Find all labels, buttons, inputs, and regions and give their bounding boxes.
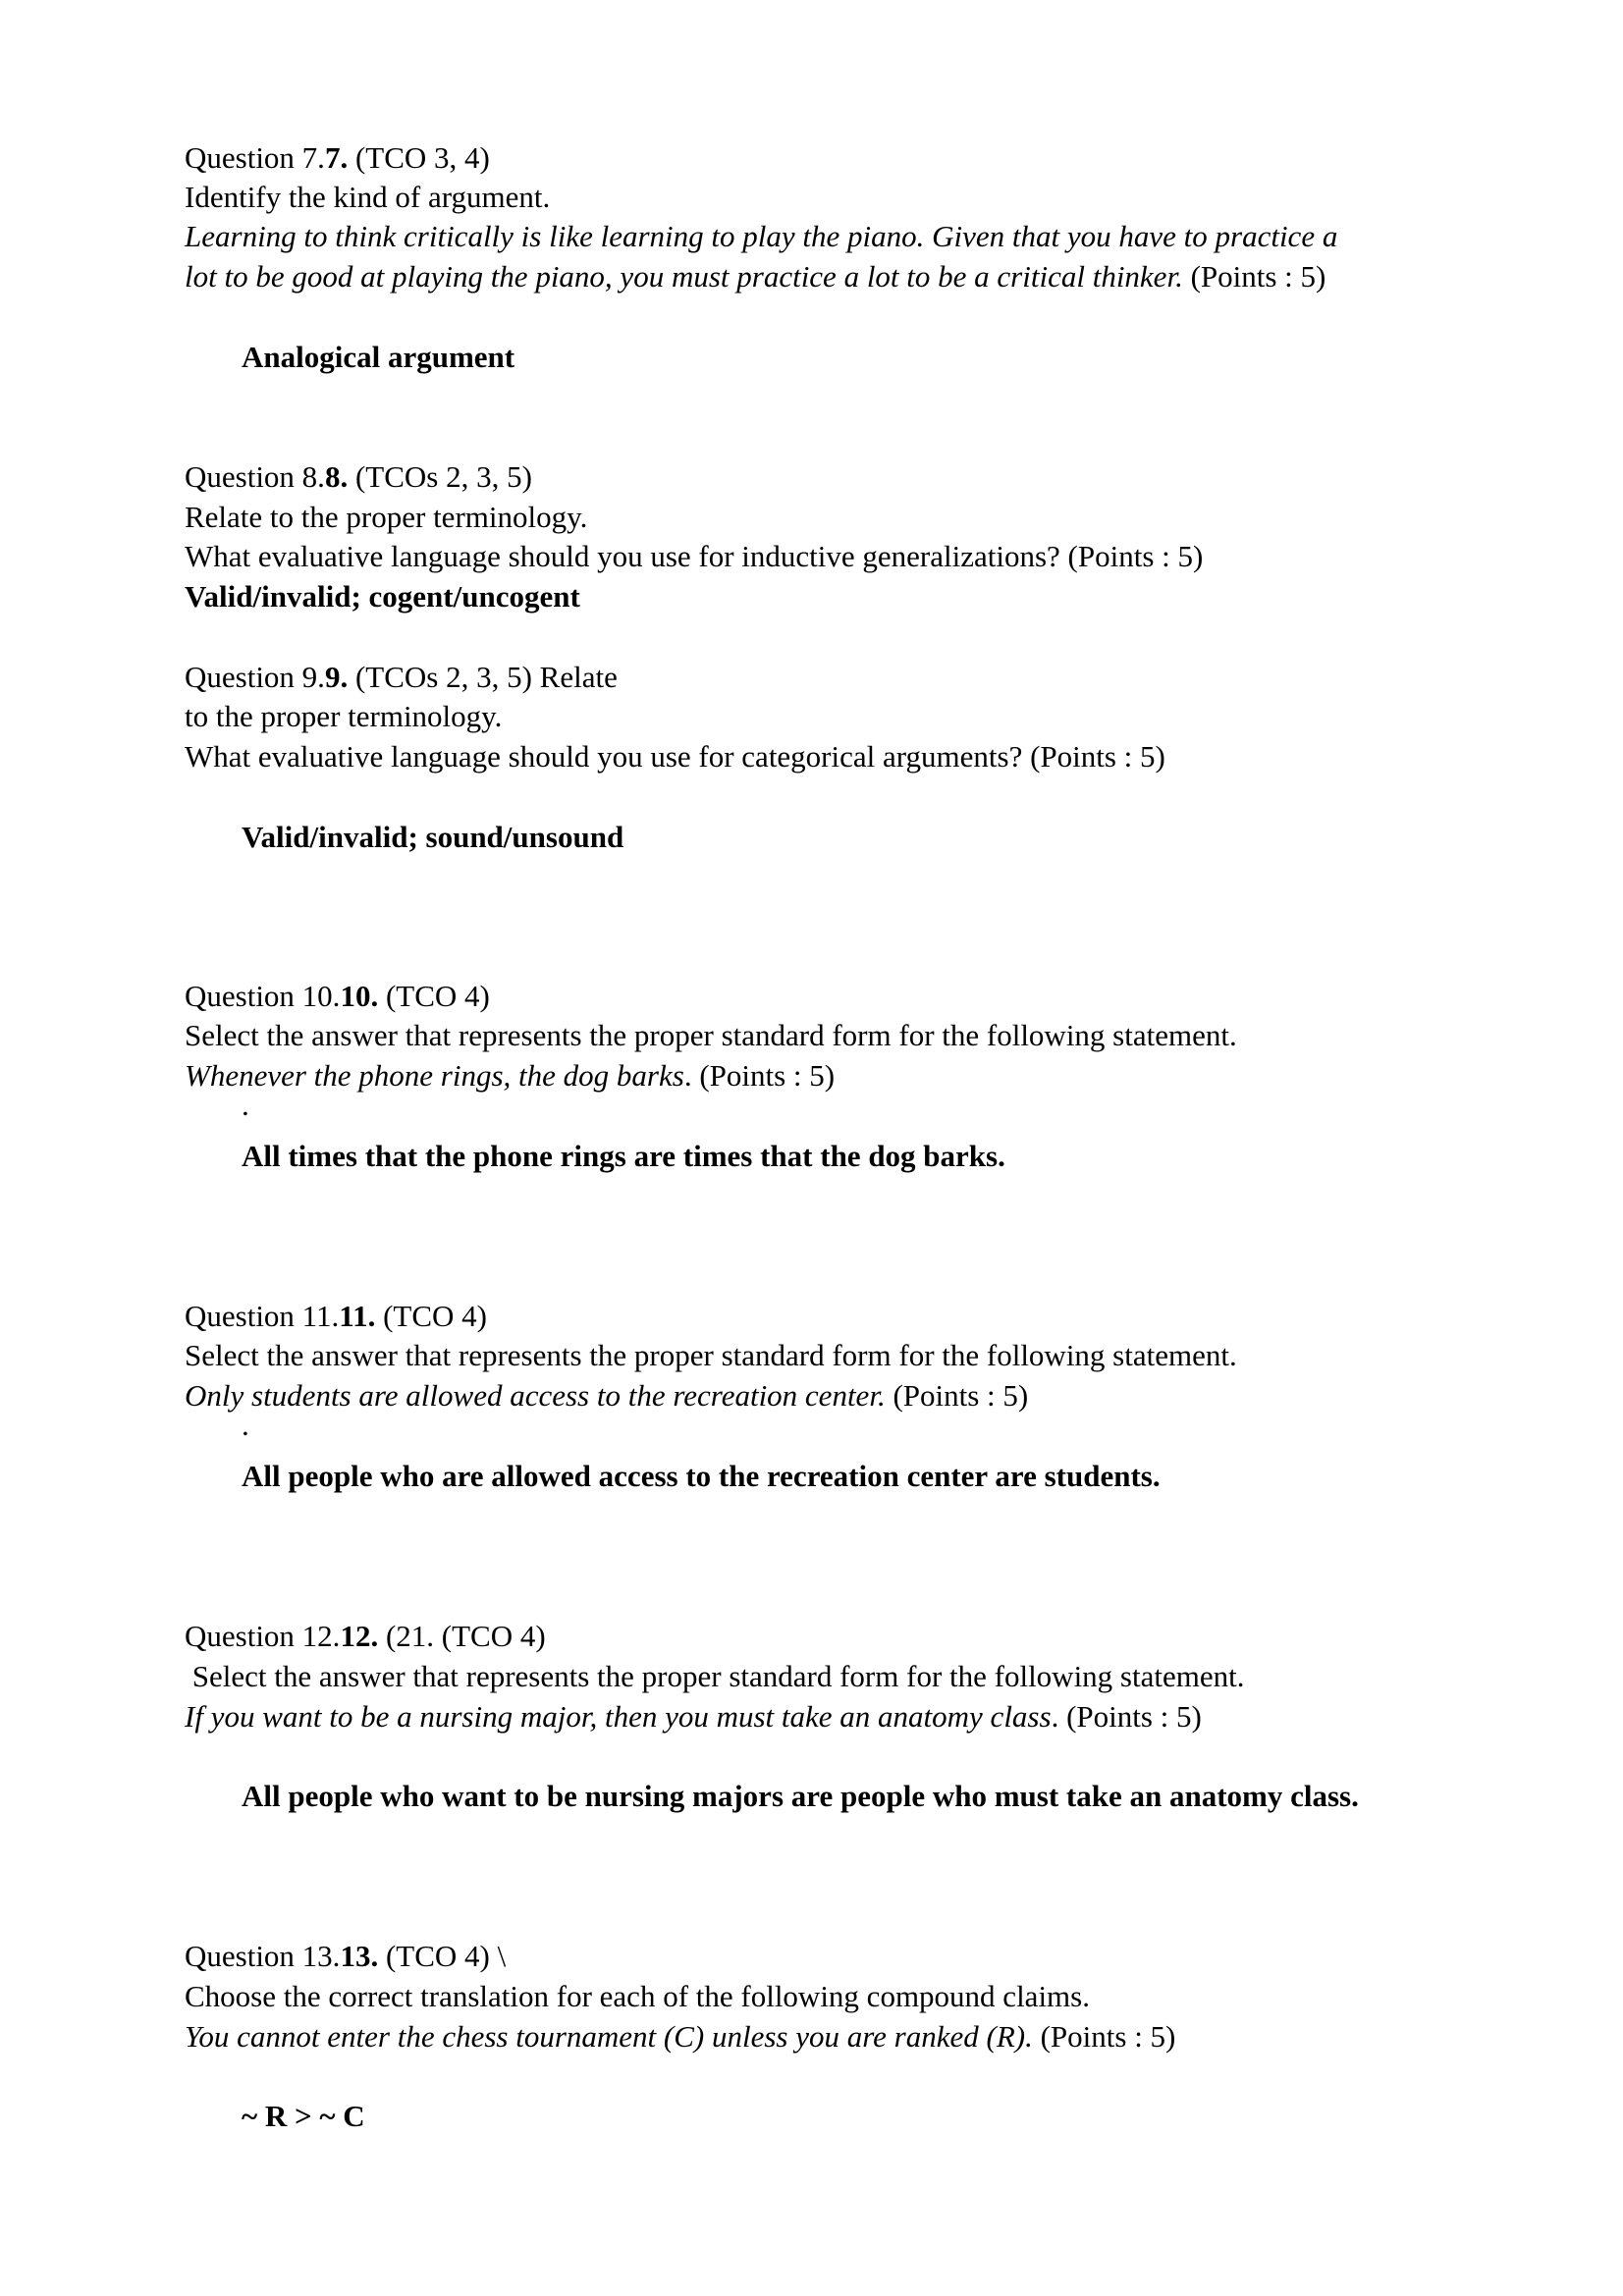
question-12-answer: All people who want to be nursing majors are people who must take an anatomy class.: [242, 1779, 1359, 1813]
question-8-instruction: Relate to the proper terminology.: [185, 500, 588, 534]
question-12-stem-text: If you want to be a nursing major, then you must take an anatomy class: [185, 1699, 1052, 1734]
question-10-stem: [185, 1060, 835, 1091]
question-10-header: [185, 981, 490, 1011]
question-9-instruction: to the proper terminology.: [185, 699, 503, 733]
question-tco: (TCOs 2, 3, 5) Relate: [348, 660, 618, 694]
question-10-instruction: Select the answer that represents the proper standard form for the following statement.: [185, 1018, 1237, 1052]
question-7-stem-line-2: [185, 261, 1325, 292]
question-label: Question 9.: [185, 660, 325, 694]
question-label: Question 13.: [185, 1939, 341, 1973]
question-11-answer: All people who are allowed access to the recreation center are students.: [242, 1459, 1161, 1493]
question-11-header: [185, 1301, 487, 1331]
question-number: 7.: [324, 140, 349, 175]
question-9-stem: What evaluative language should you use for categorical arguments? (Points : 5): [185, 739, 1165, 774]
question-number: 10.: [340, 979, 379, 1013]
question-10-marker: .: [242, 1088, 249, 1122]
question-9-answer: Valid/invalid; sound/unsound: [242, 820, 624, 854]
question-label: Question 12.: [185, 1619, 341, 1653]
question-7-stem-text: lot to be good at playing the piano, you must practice a lot to be a critical thinker.: [185, 259, 1183, 294]
question-label: Question 8.: [185, 459, 325, 494]
question-tco: (21. (TCO 4): [378, 1619, 546, 1653]
question-13-points: (Points : 5): [1032, 2019, 1176, 2054]
question-13-answer: ~ R > ~ C: [242, 2099, 365, 2133]
question-number: 8.: [324, 459, 349, 494]
question-label: Question 10.: [185, 979, 341, 1013]
question-11-points: (Points : 5): [885, 1378, 1029, 1413]
question-12-instruction: Select the answer that represents the proper standard form for the following statement.: [185, 1659, 1245, 1693]
question-12-points: . (Points : 5): [1051, 1699, 1202, 1734]
question-number: 9.: [324, 660, 349, 694]
question-7-header: [185, 142, 490, 173]
question-13-stem-text: You cannot enter the chess tournament (C) unless you are ranked (R).: [185, 2019, 1033, 2054]
question-8-header: [185, 461, 532, 492]
question-11-instruction: Select the answer that represents the proper standard form for the following statement.: [185, 1338, 1237, 1372]
question-11-stem: [185, 1380, 1028, 1411]
question-10-stem-text: Whenever the phone rings, the dog barks: [185, 1058, 684, 1093]
question-number: 11.: [339, 1299, 376, 1333]
question-7-points: (Points : 5): [1182, 259, 1326, 294]
question-tco: (TCO 4): [375, 1299, 487, 1333]
question-7-stem-line-1: Learning to think critically is like learning to play the piano. Given that you have to practice a: [185, 219, 1338, 253]
question-11-stem-text: Only students are allowed access to the recreation center.: [185, 1378, 886, 1413]
question-12-header: [185, 1621, 546, 1651]
question-13-stem: [185, 2021, 1175, 2052]
question-13-instruction: Choose the correct translation for each of the following compound claims.: [185, 1979, 1090, 2013]
question-9-header: [185, 662, 618, 692]
question-11-marker: .: [242, 1408, 249, 1442]
question-label: Question 7.: [185, 140, 325, 175]
question-10-points: . (Points : 5): [683, 1058, 836, 1093]
question-tco: (TCO 4): [378, 979, 490, 1013]
question-number: 12.: [340, 1619, 379, 1653]
question-12-stem: [185, 1701, 1202, 1732]
question-10-answer: All times that the phone rings are times that the dog barks.: [242, 1139, 1005, 1173]
question-tco: (TCOs 2, 3, 5): [348, 459, 532, 494]
question-8-stem: What evaluative language should you use for inductive generalizations? (Points : 5): [185, 539, 1204, 573]
question-7-answer: Analogical argument: [242, 340, 515, 374]
question-number: 13.: [340, 1939, 379, 1973]
question-13-header: [185, 1941, 506, 1971]
question-label: Question 11.: [185, 1299, 340, 1333]
question-tco: (TCO 4) \: [378, 1939, 507, 1973]
question-tco: (TCO 3, 4): [348, 140, 490, 175]
question-7-instruction: Identify the kind of argument.: [185, 180, 551, 214]
question-8-answer: Valid/invalid; cogent/uncogent: [185, 579, 580, 614]
